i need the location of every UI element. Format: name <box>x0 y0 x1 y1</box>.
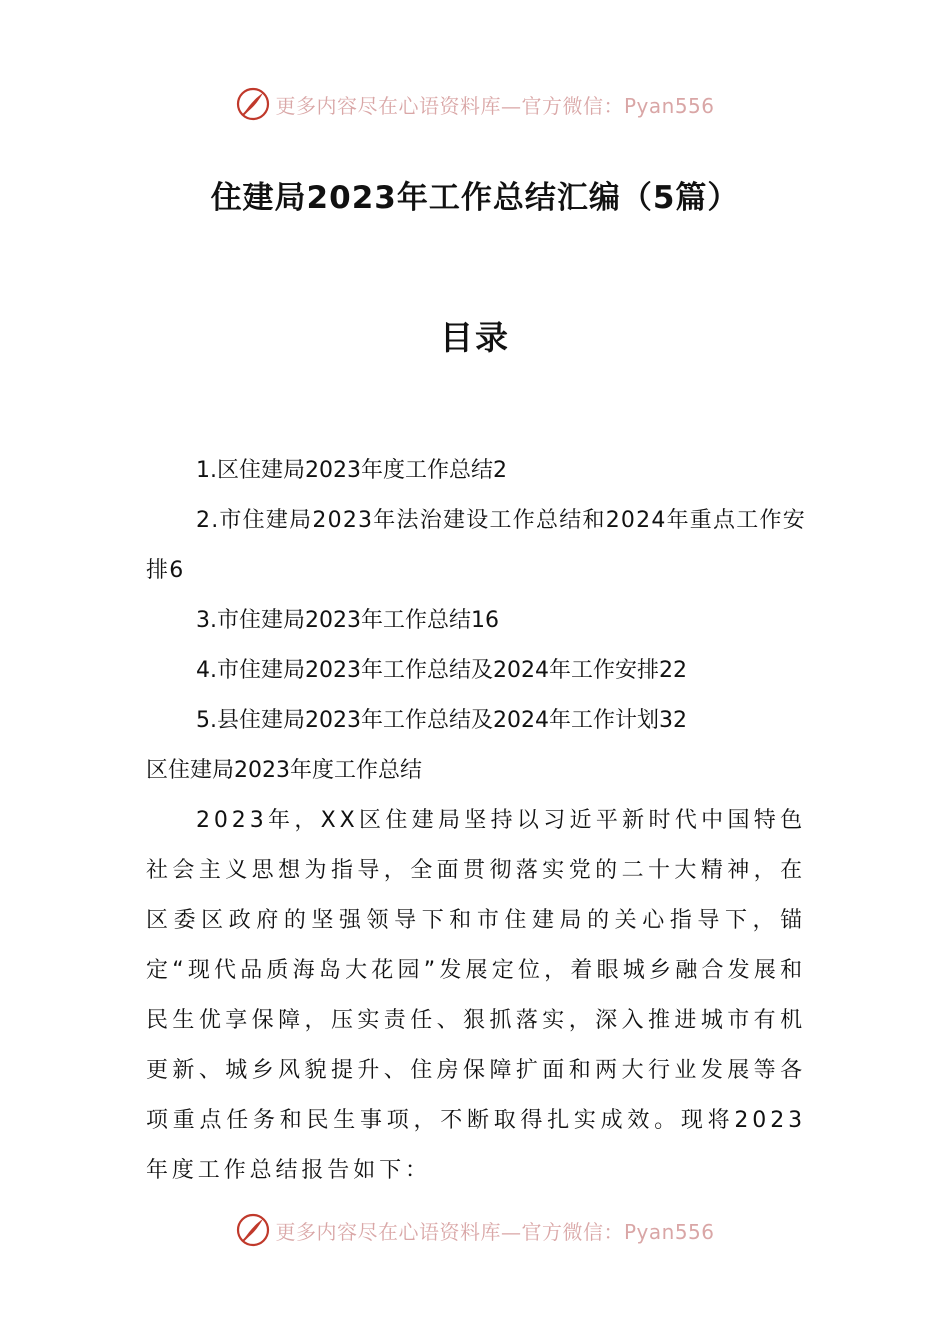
document-body <box>146 446 806 1196</box>
header-banner <box>0 84 950 124</box>
toc-item-page: 2 <box>492 458 507 483</box>
toc-item[interactable] <box>146 446 806 496</box>
footer-banner <box>0 1210 950 1250</box>
toc-item-label: 2.市住建局2023年法治建设工作总结和2024年重点工作安排 <box>146 508 806 583</box>
toc-item-label: 5.县住建局2023年工作总结及2024年工作计划 <box>196 708 659 733</box>
toc-heading: 目录 <box>440 318 510 357</box>
toc-item-label: 1.区住建局2023年度工作总结 <box>196 458 493 483</box>
toc-item-page: 6 <box>169 558 185 583</box>
toc-item-label: 4.市住建局2023年工作总结及2024年工作安排 <box>196 658 659 683</box>
toc-item-label: 3.市住建局2023年工作总结 <box>196 608 471 633</box>
banner-text: 更多内容尽在心语资料库—官方微信：Pyan556 <box>275 1219 715 1244</box>
banner-handle: Pyan556 <box>623 1219 715 1244</box>
toc-item-page: 32 <box>658 708 687 733</box>
banner-handle: Pyan556 <box>623 93 715 118</box>
toc-item[interactable] <box>146 696 806 746</box>
quill-logo-icon <box>235 1212 271 1248</box>
toc-item[interactable] <box>146 646 806 696</box>
banner-text: 更多内容尽在心语资料库—官方微信：Pyan556 <box>275 93 715 118</box>
document-title: 住建局2023年工作总结汇编（5篇） <box>210 180 740 216</box>
quill-logo-icon <box>235 86 271 122</box>
section-title: 区住建局2023年度工作总结 <box>146 758 422 783</box>
toc-item-page: 22 <box>658 658 687 683</box>
body-paragraph: 2023年，XX区住建局坚持以习近平新时代中国特色社会主义思想为指导，全面贯彻落实党的二十大精神，在区委区政府的坚强领导下和市住建局的关心指导下，锚定“现代品质海岛大花园”发展定位，着眼城乡融合发展和民生优享保障，压实责任、狠抓落实，深入推进城市有机更新、城乡风貌提升、住房保障扩面和两大行业发展等各项重点任务和民生事项，不断取得扎实成效。现将2023年度工作总结报告如下： <box>146 808 806 1183</box>
toc-item-page: 16 <box>470 608 499 633</box>
toc-item[interactable] <box>146 496 806 596</box>
toc-item[interactable] <box>146 596 806 646</box>
